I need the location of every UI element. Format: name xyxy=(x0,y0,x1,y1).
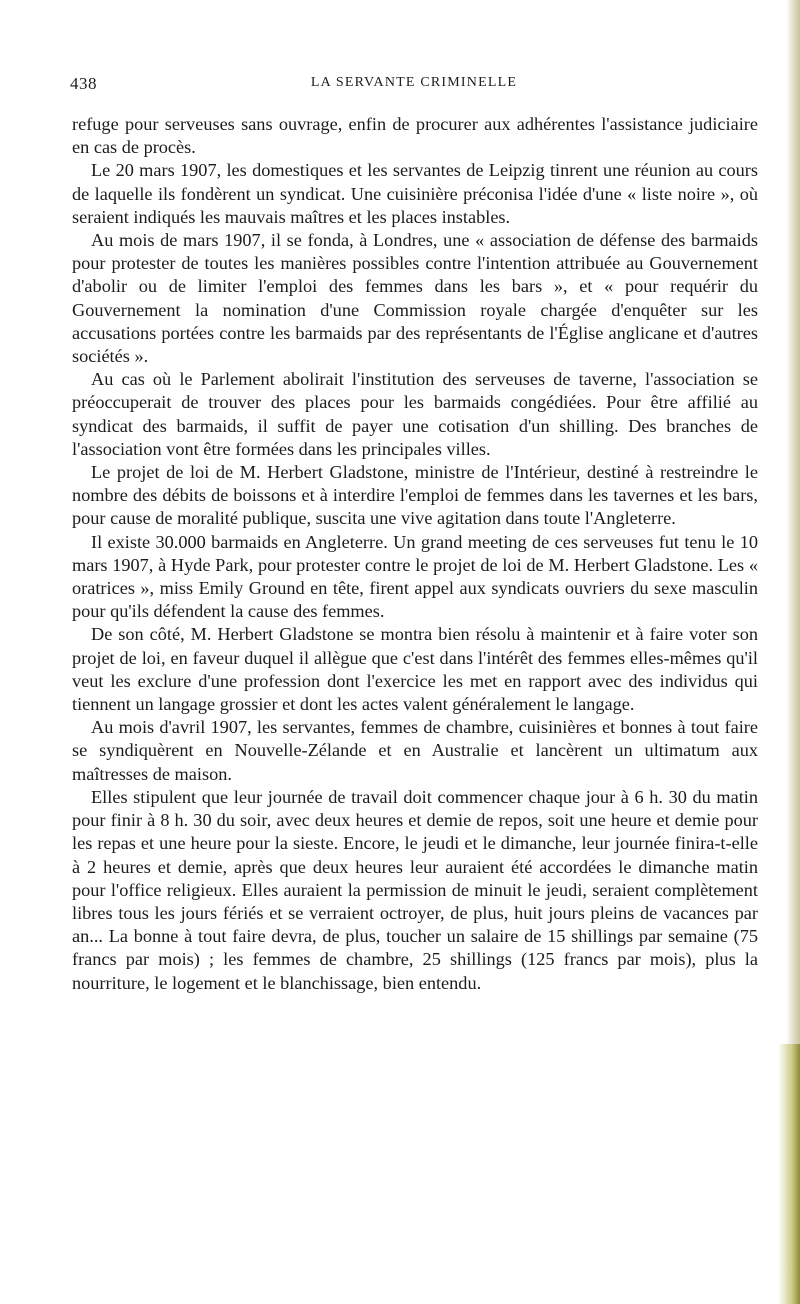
page-edge-stain xyxy=(778,1044,800,1304)
paragraph: De son côté, M. Herbert Gladstone se montra bien résolu à maintenir et à faire voter son projet de loi, en faveur duquel il allègue que c'est dans l'intérêt des femmes elles-mêmes qu'il veut les exclure d'une profession dont l'exercice les met en rapport avec des individus qui tiennent un langage grossier et dont les actes valent généralement le langage. xyxy=(72,624,758,715)
running-title: LA SERVANTE CRIMINELLE xyxy=(310,75,518,90)
body-text xyxy=(72,113,758,995)
running-head xyxy=(70,74,758,100)
paragraph: Il existe 30.000 barmaids en Angleterre. Un grand meeting de ces serveuses fut tenu le 10 mars 1907, à Hyde Park, pour protester contre le projet de loi de M. Herbert Gladstone. Les « oratrices », miss Emily Ground en tête, firent appel aux syndicats ouvriers du sexe masculin pour qu'ils défendent la cause des femmes. xyxy=(72,531,758,622)
paragraph: Elles stipulent que leur journée de travail doit commencer chaque jour à 6 h. 30 du matin pour finir à 8 h. 30 du soir, avec deux heures et demie de repos, soit une heure et demie pour les repas et une heure pour la sieste. Encore, le jeudi et le dimanche, leur journée finira-t-elle à 2 heures et demie, après que deux heures leur auraient été accordées le dimanche matin pour l'office religieux. Elles auraient la permission de minuit le jeudi, seraient complètement libres tous les jours fériés et se verraient octroyer, de plus, huit jours pleins de vacances par an... La bonne à tout faire devra, de plus, toucher un salaire de 15 shillings par semaine (75 francs par mois) ; les femmes de chambre, 25 shillings (125 francs par mois), plus la nourriture, le logement et le blanchissage, bien entendu. xyxy=(72,786,758,993)
paragraph: Au mois de mars 1907, il se fonda, à Londres, une « association de défense des barmaids pour protester de toutes les manières possibles contre l'intention attribuée au Gouvernement d'abolir ou de limiter l'emploi des femmes dans les bars », et « pour requérir du Gouvernement la nomination d'une Commission royale chargée d'enquêter sur les accusations portées contre les barmaids par des représentants de l'Église anglicane et d'autres sociétés ». xyxy=(72,230,758,367)
page-number: 438 xyxy=(70,74,97,93)
paragraph: Le projet de loi de M. Herbert Gladstone, ministre de l'Intérieur, destiné à restreindre le nombre des débits de boissons et à interdire l'emploi de femmes dans les tavernes et les bars, pour cause de moralité publique, suscita une vive agitation dans toute l'Angleterre. xyxy=(72,462,758,529)
paragraph: Au mois d'avril 1907, les servantes, femmes de chambre, cuisinières et bonnes à tout faire se syndiquèrent en Nouvelle-Zélande et en Australie et lancèrent un ultimatum aux maîtresses de maison. xyxy=(72,717,758,784)
paragraph: Au cas où le Parlement abolirait l'institution des serveuses de taverne, l'association se préoccuperait de trouver des places pour les barmaids congédiées. Pour être affilié au syndicat des barmaids, il suffit de payer une cotisation d'un shilling. Des branches de l'association vont être formées dans les principales villes. xyxy=(72,369,758,459)
paragraph: Le 20 mars 1907, les domestiques et les servantes de Leipzig tinrent une réunion au cours de laquelle ils fondèrent un syndicat. Une cuisinière préconisa l'idée d'une « liste noire », où seraient indiqués les mauvais maîtres et les places instables. xyxy=(72,160,758,227)
paragraph: refuge pour serveuses sans ouvrage, enfin de procurer aux adhérentes l'assistance judiciaire en cas de procès. xyxy=(72,114,758,158)
